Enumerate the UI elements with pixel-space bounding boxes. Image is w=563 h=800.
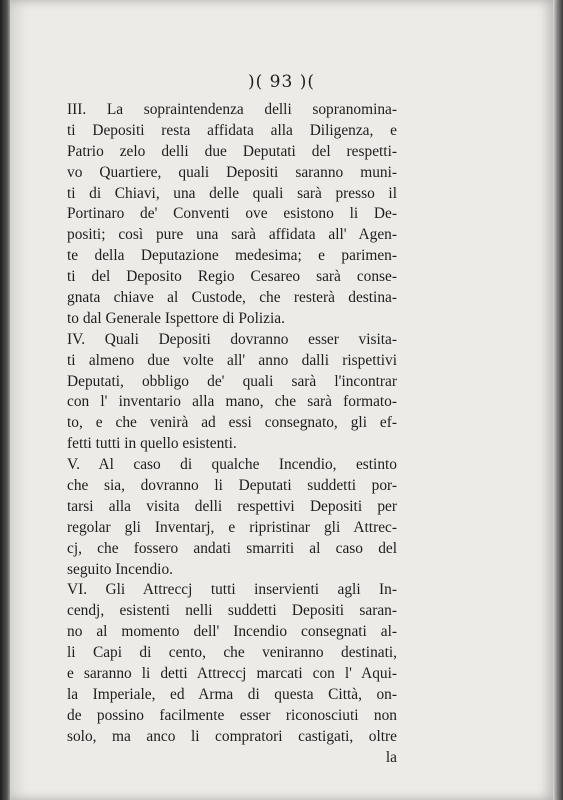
paragraph-v [67,455,397,580]
book-gutter-shadow [0,0,10,800]
text-line: IV. Quali Depositi dovranno esser visita- [67,330,397,348]
text-line: regolar gli Inventarj, e ripristinar gli Attrec- [67,518,397,536]
text-line: Deputati, obbligo de' quali sarà l'incontrar [67,372,397,390]
text-line: to dal Generale Ispettore di Polizia. [67,309,285,327]
text-line: ti almeno due volte all' anno dalli rispettivi [67,351,397,369]
text-line: e saranno li detti Attreccj marcati con l' Aqui- [67,665,397,683]
text-line: la Imperiale, ed Arma di questa Città, on- [67,685,397,703]
text-line: to, e che venirà ad essi consegnato, gli ef- [67,414,397,432]
text-line: cendj, esistenti nelli suddetti Depositi saran- [67,602,397,620]
text-line: III. La sopraintendenza delli sopranomina- [67,101,397,118]
text-line: fetti tutti in quello esistenti. [67,435,237,453]
text-line: vo Quartiere, quali Depositi saranno muni- [67,163,397,181]
text-line: te della Deputazione medesima; e parimen- [67,247,397,265]
paragraph-vi [67,580,397,747]
text-line: Patrio zelo delli due Deputati del respetti- [67,142,397,160]
text-line: no al momento dell' Incendio consegnati al- [67,623,397,641]
paragraph-iii [67,100,397,330]
text-line: cj, che fossero andati smarriti al caso del [67,539,397,557]
text-line: li Capi di cento, che veniranno destinati, [67,644,397,662]
text-line: positi; così pure una sarà affidata all' Agen- [67,226,397,244]
book-page [10,0,553,800]
paragraph-iv [67,330,397,455]
text-line: VI. Gli Attreccj tutti inservienti agli In- [67,581,397,599]
text-line: ti di Chiavi, una delle quali sarà presso il [67,184,397,202]
catchword: la [385,748,397,766]
text-line: con l' inventario alla mano, che sarà formato- [67,393,397,411]
body-text [67,100,397,769]
text-line: ti del Deposito Regio Cesareo sarà conse- [67,268,397,286]
text-line: gnata chiave al Custode, che resterà destina- [67,289,397,307]
page-number: )( 93 )( [248,72,315,92]
text-line: Portinaro de' Conventi ove esistono li De- [67,205,397,223]
text-line: ti Depositi resta affidata alla Diligenza, e [67,121,397,139]
text-line: de possino facilmente esser riconosciuti non [67,706,397,724]
text-line: tarsi alla visita delli respettivi Depositi per [67,497,397,515]
text-line: seguito Incendio. [67,560,173,578]
text-line: solo, ma anco li compratori castigati, oltre [67,727,397,745]
text-line: che sia, dovranno li Deputati suddetti por- [67,477,397,495]
page-edge-shadow [553,0,563,800]
text-line: V. Al caso di qualche Incendio, estinto [67,456,397,474]
